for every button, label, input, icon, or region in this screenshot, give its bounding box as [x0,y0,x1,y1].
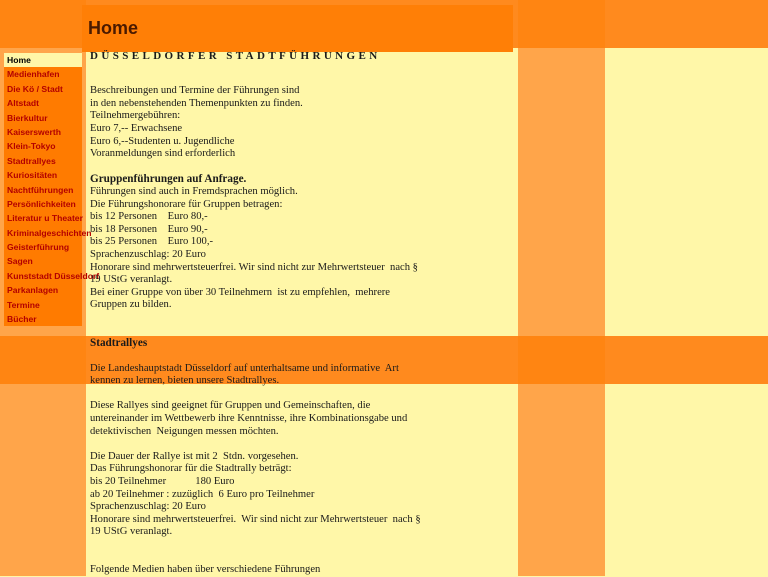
intro-line: Beschreibungen und Termine der Führungen sind [90,85,300,97]
rally-intro-line: kennen zu lernen, bieten unsere Stadtrallyes. [90,375,280,387]
group-line: Bei einer Gruppe von über 30 Teilnehmern ist zu empfehlen, mehrere [90,286,390,298]
sidebar-nav [4,53,100,326]
nav-item-bierkultur[interactable]: Bierkultur [7,112,48,123]
nav-item-klein-tokyo[interactable]: Klein-Tokyo [7,141,56,152]
rally-heading: Stadtrallyes [90,337,148,350]
group-line: Honorare sind mehrwertsteuerfrei. Wir sind nicht zur Mehrwertsteuer nach § [90,261,418,273]
content-title: DÜSSELDORFER STADTFÜHRUNGEN [90,50,381,62]
nav-item-parkanlagen[interactable]: Parkanlagen [7,285,59,296]
group-line: bis 12 Personen Euro 80,- [90,211,208,223]
nav-item-stadtrallyes[interactable]: Stadtrallyes [7,155,56,166]
nav-item-home[interactable]: Home [4,53,82,67]
nav-item-sagen[interactable]: Sagen [7,256,33,267]
nav-item-kaiserswerth[interactable]: Kaiserswerth [7,126,61,137]
intro-line: Euro 7,-- Erwachsene [90,122,183,134]
bg-cross-2 [518,336,605,384]
rally-price-line: Sprachenzuschlag: 20 Euro [90,501,206,513]
nav-item-buecher[interactable]: Bücher [7,314,37,325]
rally-price-line: bis 20 Teilnehmer 180 Euro [90,476,235,487]
nav-item-kuriositaeten[interactable]: Kuriositäten [7,170,58,181]
nav-item-medienhafen[interactable]: Medienhafen [7,69,60,80]
nav-item-termine[interactable]: Termine [7,299,40,310]
bg-right-stripe [518,0,605,576]
rally-price-line: Das Führungshonorar für die Stadtrally beträgt: [90,463,292,475]
rally-price-line: Honorare sind mehrwertsteuerfrei. Wir sind nicht zur Mehrwertsteuer nach § [90,513,421,525]
group-line: Sprachenzuschlag: 20 Euro [90,248,206,260]
bg-cross-4 [0,0,86,48]
intro-line: in den nebenstehenden Themenpunkten zu finden. [90,97,303,109]
intro-line: Voranmeldungen sind erforderlich [90,148,236,160]
rally-desc-line: Diese Rallyes sind geeignet für Gruppen und Gemeinschaften, die [90,400,371,412]
rally-price-line: Die Dauer der Rallye ist mit 2 Stdn. vorgesehen. [90,450,299,462]
nav-item-kunststadt[interactable]: Kunststadt Düsseldorf [7,270,100,281]
group-line: bis 18 Personen Euro 90,- [90,223,208,235]
group-line: Gruppen zu bilden. [90,299,172,311]
nav-item-altstadt[interactable]: Altstadt [7,98,39,109]
page-title: Home [88,18,139,38]
rally-desc-line: detektivischen Neigungen messen möchten. [90,425,279,437]
nav-item-persoenlichkeiten[interactable]: Persönlichkeiten [7,198,76,209]
nav-item-koe-stadt[interactable]: Die Kö / Stadt [7,83,63,94]
intro-line: Teilnehmergebühren: [90,110,181,122]
nav-item-kriminalgeschichten[interactable]: Kriminalgeschichten [7,227,92,238]
rally-price-line: 19 UStG veranlagt. [90,526,173,538]
group-heading: Gruppenführungen auf Anfrage. [90,173,247,186]
group-line: 19 UStG veranlagt. [90,274,173,286]
rally-price-line: ab 20 Teilnehmer : zuzüglich 6 Euro pro Teilnehmer [90,488,315,500]
rally-desc-line: untereinander im Wettbewerb ihre Kenntnisse, ihre Kombinationsgabe und [90,413,408,425]
nav-item-geisterfuehrung[interactable]: Geisterführung [7,242,70,253]
group-line: Führungen sind auch in Fremdsprachen möglich. [90,185,298,197]
page-header [82,5,513,52]
rally-intro-line: Die Landeshauptstadt Düsseldorf auf unterhaltsame und informative Art [90,362,399,374]
nav-item-literatur-theater[interactable]: Literatur u Theater [7,213,83,224]
group-line: Die Führungshonorare für Gruppen betragen: [90,198,283,210]
media-line: Folgende Medien haben über verschiedene Führungen [90,564,321,576]
main-content [90,50,490,577]
nav-item-nachtfuehrungen[interactable]: Nachtführungen [7,184,74,195]
bg-cross-3 [0,336,86,384]
bg-cross-1 [518,0,605,48]
group-line: bis 25 Personen Euro 100,- [90,236,213,248]
intro-line: Euro 6,--Studenten u. Jugendliche [90,135,235,147]
